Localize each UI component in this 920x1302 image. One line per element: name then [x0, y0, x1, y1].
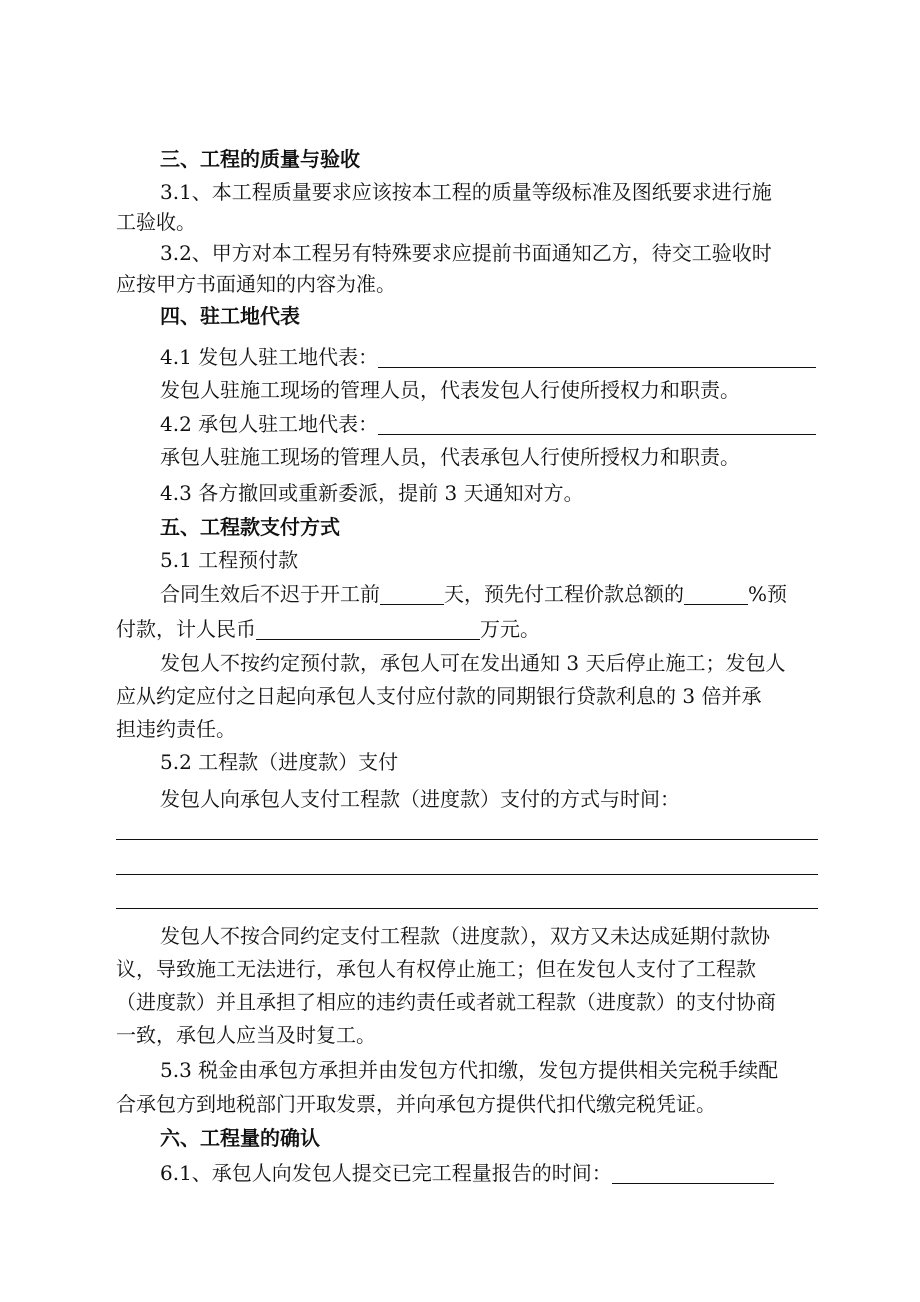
- advance-percent-blank[interactable]: [684, 578, 748, 605]
- clause-5-2-line-2: 议，导致施工无法进行，承包人有权停止施工；但在发包人支付了工程款: [116, 957, 756, 981]
- clause-3-1-line-1: 3.1、本工程质量要求应该按本工程的质量等级标准及图纸要求进行施: [160, 180, 772, 204]
- clause-4-2-desc: 承包人驻施工现场的管理人员，代表承包人行使所授权力和职责。: [160, 445, 740, 469]
- advance-amount-blank[interactable]: [256, 613, 480, 640]
- contractor-rep-blank[interactable]: [378, 408, 816, 435]
- payment-method-blank-line-2[interactable]: [116, 874, 818, 875]
- clause-5-1-text-a: 合同生效后不迟于开工前: [160, 582, 380, 606]
- clause-5-2-intro: 发包人向承包人支付工程款（进度款）支付的方式与时间：: [160, 787, 680, 811]
- clause-4-2: [160, 407, 816, 441]
- clause-5-1-text-b: 天，预先付工程价款总额的: [444, 582, 684, 606]
- clause-4-1-label: 4.1 发包人驻工地代表：: [160, 345, 379, 369]
- section-3-heading: 三、工程的质量与验收: [160, 147, 360, 171]
- clause-3-1-line-2: 工验收。: [116, 210, 196, 234]
- clause-4-1: [160, 340, 816, 374]
- clause-4-3: 4.3 各方撤回或重新委派，提前 3 天通知对方。: [160, 481, 584, 505]
- employer-rep-blank[interactable]: [378, 341, 816, 368]
- clause-4-2-label: 4.2 承包人驻工地代表：: [160, 412, 379, 436]
- section-4-heading: 四、驻工地代表: [160, 304, 300, 328]
- clause-4-1-desc: 发包人驻施工现场的管理人员，代表发包人行使所授权力和职责。: [160, 378, 740, 402]
- clause-5-1-line-5: 担违约责任。: [116, 717, 236, 741]
- payment-method-blank-line-1[interactable]: [116, 839, 818, 840]
- clause-5-2-line-1: 发包人不按合同约定支付工程款（进度款），双方又未达成延期付款协: [160, 924, 770, 948]
- clause-6-1: [160, 1156, 774, 1190]
- clause-5-2-line-3: （进度款）并且承担了相应的违约责任或者就工程款（进度款）的支付协商: [116, 990, 776, 1014]
- clause-5-1-line-1: [160, 577, 787, 611]
- clause-5-1-text-d: 付款，计人民币: [116, 617, 256, 641]
- clause-5-3-line-1: 5.3 税金由承包方承担并由发包方代扣缴，发包方提供相关完税手续配: [160, 1058, 779, 1082]
- clause-3-2-line-1: 3.2、甲方对本工程另有特殊要求应提前书面通知乙方，待交工验收时: [160, 241, 772, 265]
- report-time-blank[interactable]: [612, 1157, 774, 1184]
- clause-5-2-title: 5.2 工程款（进度款）支付: [160, 750, 399, 774]
- clause-5-1-title: 5.1 工程预付款: [160, 548, 299, 572]
- clause-5-1-text-e: 万元。: [480, 617, 540, 641]
- section-5-heading: 五、工程款支付方式: [160, 515, 340, 539]
- clause-6-1-label: 6.1、承包人向发包人提交已完工程量报告的时间：: [160, 1161, 612, 1185]
- clause-3-2-line-2: 应按甲方书面通知的内容为准。: [116, 272, 396, 296]
- days-before-start-blank[interactable]: [380, 578, 444, 605]
- clause-5-2-line-4: 一致，承包人应当及时复工。: [116, 1023, 376, 1047]
- clause-5-1-text-c: %预: [748, 582, 788, 606]
- payment-method-blank-line-3[interactable]: [116, 908, 818, 909]
- section-6-heading: 六、工程量的确认: [160, 1126, 320, 1150]
- clause-5-1-line-3: 发包人不按约定预付款，承包人可在发出通知 3 天后停止施工；发包人: [160, 651, 786, 675]
- clause-5-1-line-2: [116, 612, 540, 646]
- clause-5-3-line-2: 合承包方到地税部门开取发票，并向承包方提供代扣代缴完税凭证。: [116, 1092, 716, 1116]
- clause-5-1-line-4: 应从约定应付之日起向承包人支付应付款的同期银行贷款利息的 3 倍并承: [116, 684, 762, 708]
